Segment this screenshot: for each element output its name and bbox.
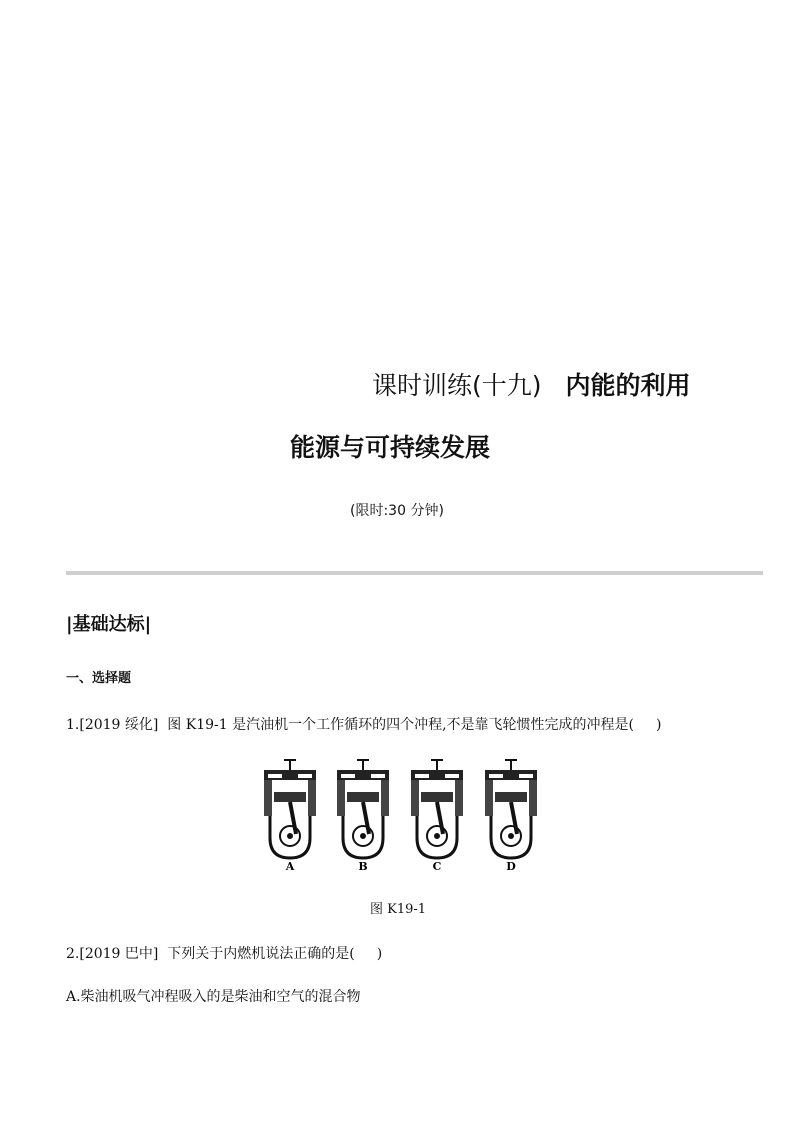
time-limit: (限时:30 分钟) bbox=[350, 503, 444, 519]
engine-d bbox=[485, 760, 537, 858]
figure-label-b: B bbox=[358, 860, 368, 873]
figure-label-d: D bbox=[506, 860, 516, 873]
figure-caption: 图 K19-1 bbox=[370, 902, 427, 917]
title-topic: 内能的利用 bbox=[565, 371, 691, 400]
page-subtitle: 能源与可持续发展 bbox=[290, 433, 491, 462]
question-1-text: 图 K19-1 是汽油机一个工作循环的四个冲程,不是靠飞轮惯性完成的冲程是( bbox=[167, 717, 635, 733]
question-1-source: 1.[2019 绥化] bbox=[66, 717, 159, 733]
question-1 bbox=[66, 714, 661, 734]
question-2-close: ) bbox=[376, 946, 383, 962]
page-title bbox=[372, 366, 691, 402]
question-2 bbox=[66, 943, 382, 963]
question-2-source: 2.[2019 巴中] bbox=[66, 946, 159, 962]
subsection-heading: 一、选择题 bbox=[66, 671, 132, 686]
divider bbox=[66, 571, 763, 575]
title-course-number: 课时训练(十九) bbox=[372, 371, 542, 400]
section-heading: |基础达标| bbox=[66, 614, 152, 635]
engine-b bbox=[337, 760, 389, 858]
engine-strokes-figure bbox=[255, 756, 545, 876]
figure-label-a: A bbox=[285, 860, 295, 873]
question-2-option-a: A.柴油机吸气冲程吸入的是柴油和空气的混合物 bbox=[66, 989, 361, 1005]
question-2-text: 下列关于内燃机说法正确的是( bbox=[167, 946, 355, 962]
question-1-close: ) bbox=[656, 717, 662, 733]
engine-a bbox=[264, 760, 316, 858]
engine-c bbox=[411, 760, 463, 858]
figure-label-c: C bbox=[432, 860, 442, 873]
